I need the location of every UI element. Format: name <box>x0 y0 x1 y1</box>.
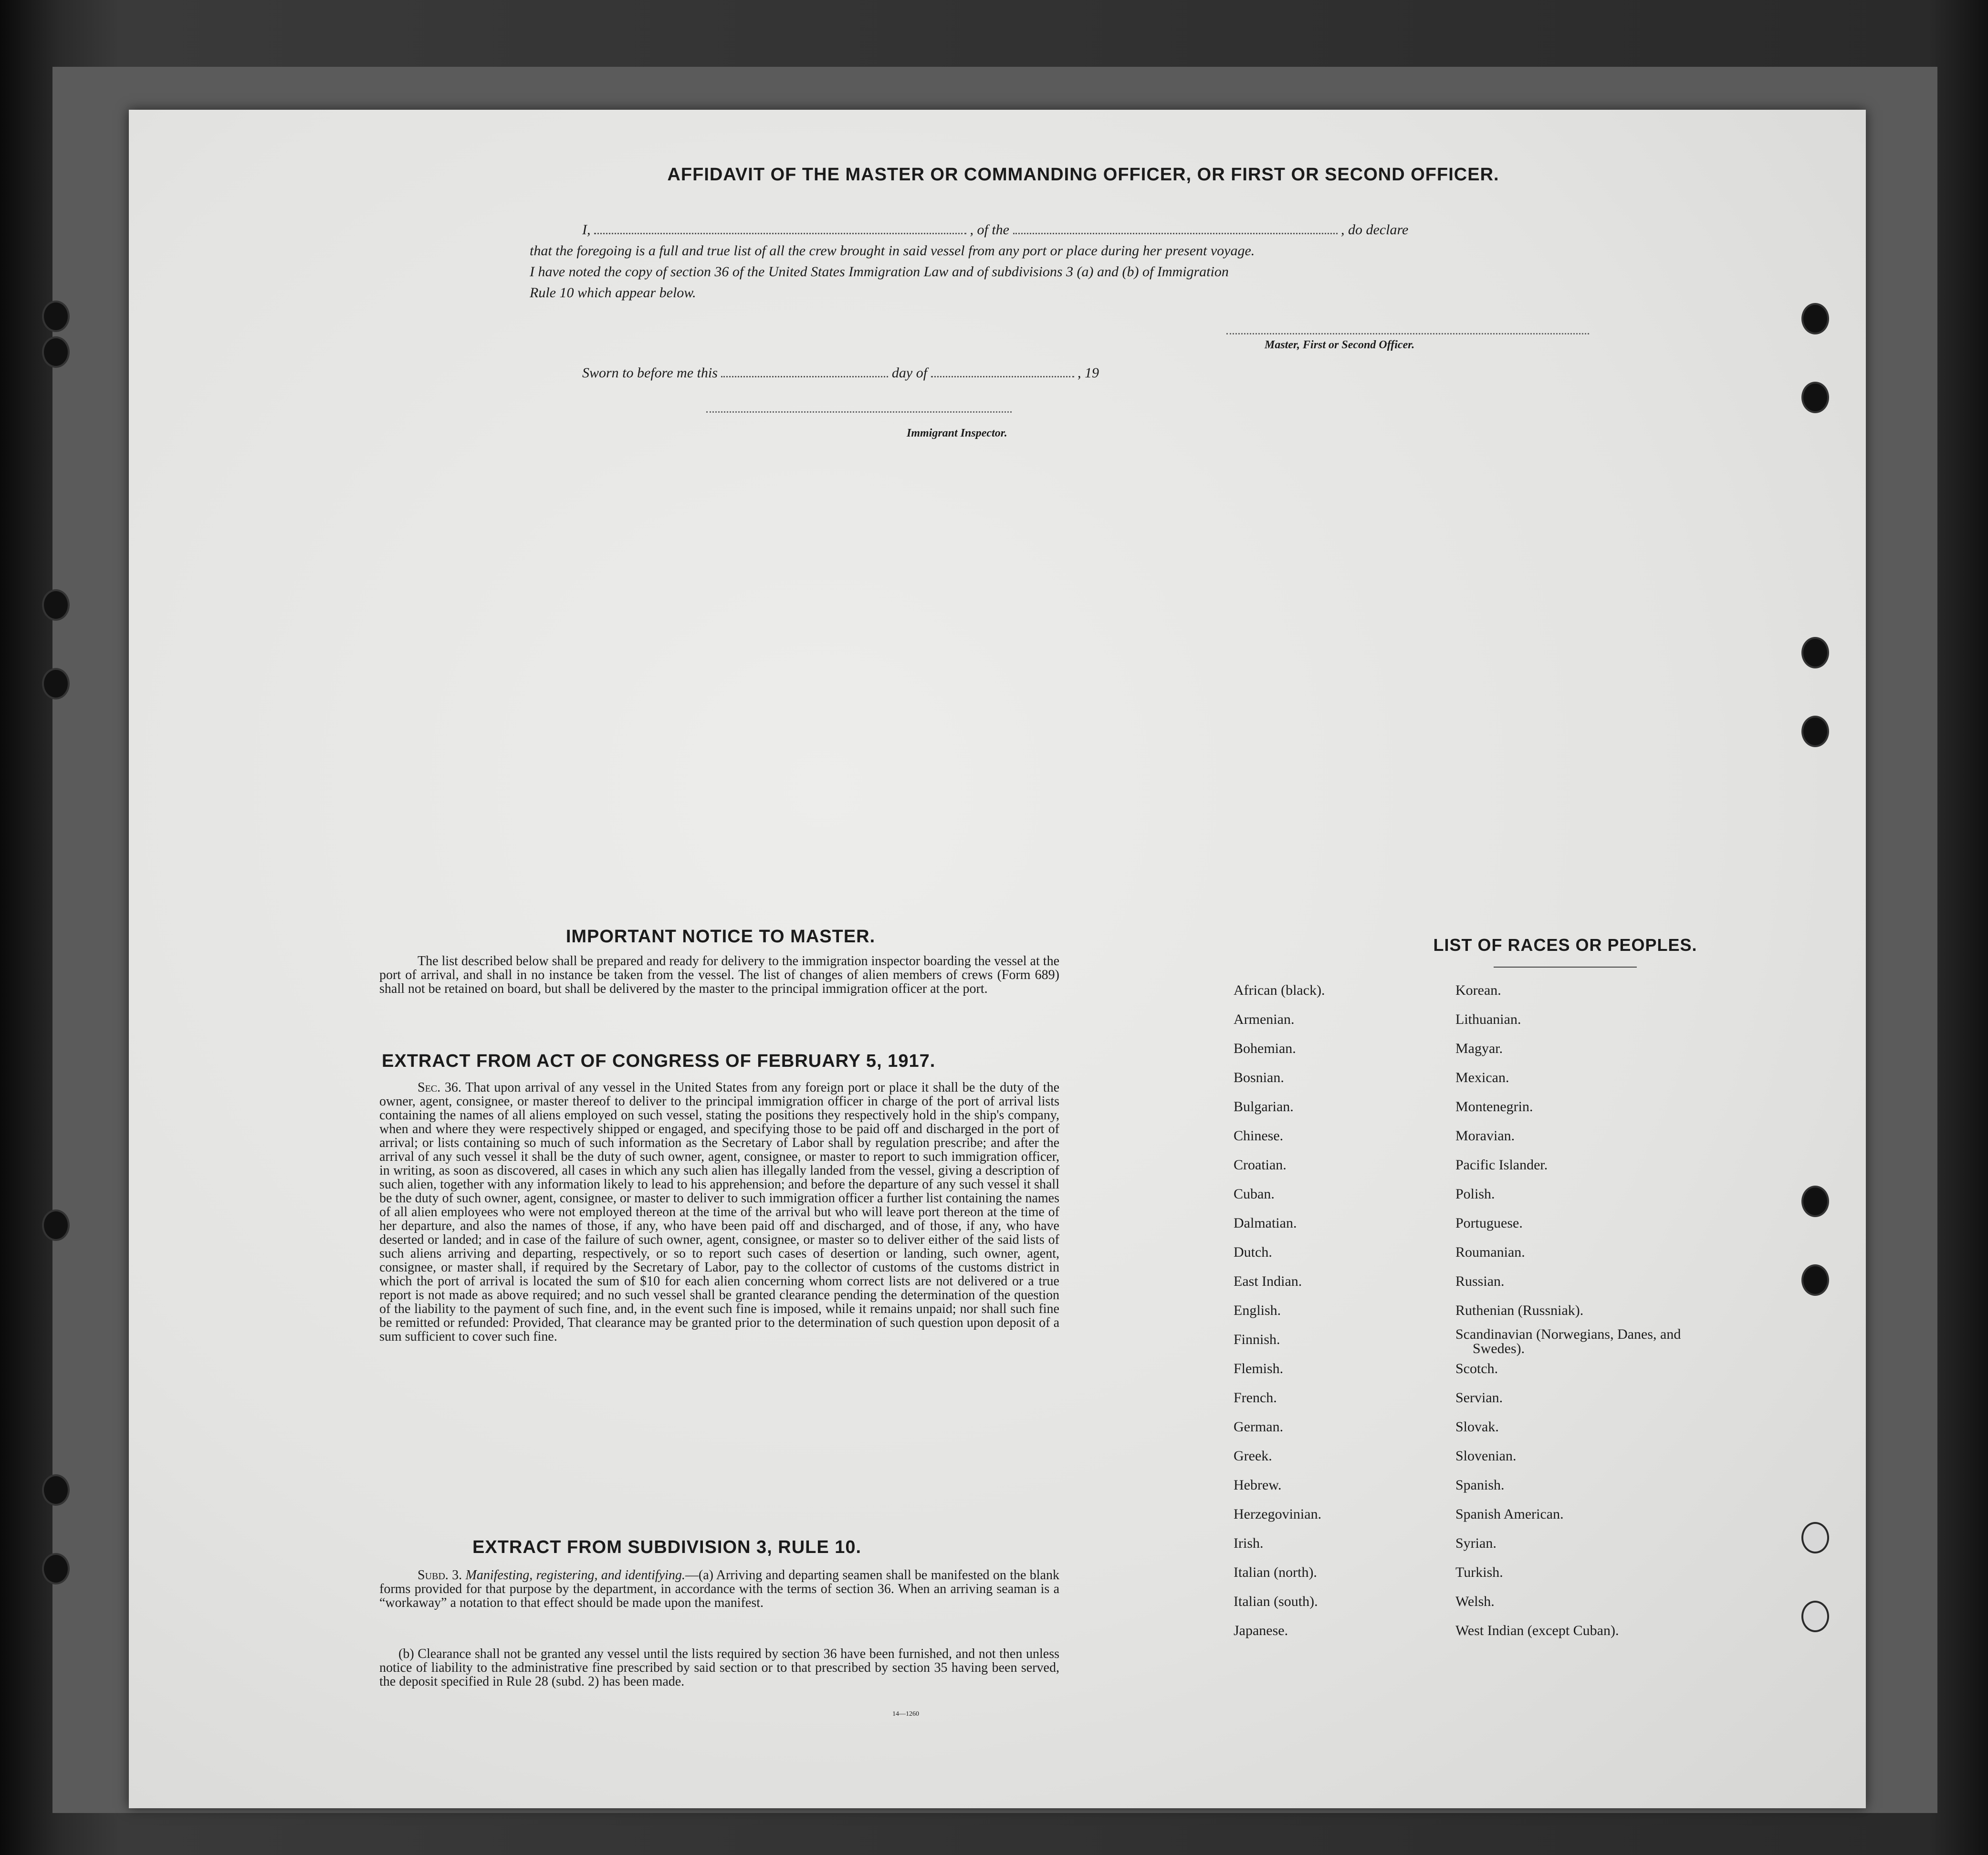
affidavit-line-3: I have noted the copy of section 36 of the United States Immigration Law and of subdivisions 3 (a) and (b) of Immigration <box>530 264 1229 280</box>
inspector-signature-line[interactable] <box>706 410 1012 413</box>
binder-hole-icon <box>42 336 70 368</box>
binder-hole-icon <box>42 668 70 699</box>
race-item: Lithuanian. <box>1455 1011 1521 1027</box>
race-item: Bosnian. <box>1234 1070 1284 1085</box>
subd-3-body: —(a) Arriving and departing seamen shall be manifested on the blank forms provided for that purpose by the department, in accordance with the terms of section 36. When an arriving seaman is a “workaway” a notation to that effect should be made upon the manifest. <box>379 1568 1059 1610</box>
race-item: Slovak. <box>1455 1419 1499 1435</box>
race-item: Greek. <box>1234 1448 1272 1464</box>
race-item: Portuguese. <box>1455 1215 1523 1231</box>
race-item: Montenegrin. <box>1455 1099 1533 1115</box>
punch-hole-icon <box>1801 716 1829 747</box>
race-item: Armenian. <box>1234 1011 1295 1027</box>
binder-hole-icon <box>42 301 70 332</box>
notice-text: The list described below shall be prepared and ready for delivery to the immigration inspector boarding the vessel at the port of arrival, and shall in no instance be taken from the vessel. The list of changes of alien members of crews (Form 689) shall not be retained on board, but shall be delivered by the master to the principal immigration officer at the port. <box>379 954 1059 996</box>
sworn-line <box>582 363 1099 384</box>
form-page <box>129 110 1866 1808</box>
subd-3-heading: Manifesting, registering, and identifying. <box>465 1568 685 1583</box>
sworn-text: Sworn to before me this <box>582 365 718 381</box>
race-item: Japanese. <box>1234 1623 1288 1638</box>
race-item: African (black). <box>1234 982 1325 998</box>
race-item: Spanish. <box>1455 1477 1505 1493</box>
race-item: Italian (south). <box>1234 1594 1318 1609</box>
binder-hole-icon <box>42 1474 70 1506</box>
race-item: Flemish. <box>1234 1361 1284 1376</box>
race-item: Italian (north). <box>1234 1564 1317 1580</box>
races-title: LIST OF RACES OR PEOPLES. <box>1433 935 1697 955</box>
race-item: Scandinavian (Norwegians, Danes, and Swedes). <box>1455 1326 1681 1356</box>
race-item: Chinese. <box>1234 1128 1284 1144</box>
affidavit-line-4: Rule 10 which appear below. <box>530 285 696 301</box>
punch-hole-icon <box>1801 637 1829 668</box>
race-item: Dutch. <box>1234 1244 1272 1260</box>
master-signature-label: Master, First or Second Officer. <box>1265 339 1415 351</box>
race-item: Magyar. <box>1455 1041 1503 1056</box>
binder-hole-icon <box>42 1209 70 1241</box>
race-item: Korean. <box>1455 982 1501 998</box>
race-item: Servian. <box>1455 1390 1503 1406</box>
extract-rule-title: EXTRACT FROM SUBDIVISION 3, RULE 10. <box>472 1537 862 1557</box>
race-item: Cuban. <box>1234 1186 1275 1202</box>
race-item: Moravian. <box>1455 1128 1515 1144</box>
affidavit-title: AFFIDAVIT OF THE MASTER OR COMMANDING OFFICER, OR FIRST OR SECOND OFFICER. <box>667 165 1499 185</box>
extract-rule-text-b: (b) Clearance shall not be granted any vessel until the lists required by section 36 have been furnished, and not then unless notice of liability to the administrative fine prescribed by said section or to that prescribed by section 35 having been served, the deposit specified in Rule 28 (subd. 2) has been made. <box>379 1647 1059 1689</box>
race-item: Slovenian. <box>1455 1448 1517 1464</box>
race-item: Croatian. <box>1234 1157 1287 1173</box>
vessel-field[interactable] <box>1013 221 1338 234</box>
race-item: Syrian. <box>1455 1535 1496 1551</box>
affidavit-declare: , do declare <box>1341 222 1409 238</box>
name-field[interactable] <box>594 221 966 234</box>
race-item: Scotch. <box>1455 1361 1498 1376</box>
race-item: French. <box>1234 1390 1277 1406</box>
race-item: Dalmatian. <box>1234 1215 1297 1231</box>
affidavit-of-the: , of the <box>970 222 1009 238</box>
form-number: 14—1260 <box>892 1710 919 1718</box>
race-item: Spanish American. <box>1455 1506 1564 1522</box>
sec-36-body: That upon arrival of any vessel in the United States from any foreign port or place it shall be the duty of the owner, agent, consignee, or master thereof to deliver to the principal immigration officer in charge of the port of arrival lists containing the names of all aliens employed on such vessel, stating the positions they respectively hold in the ship's company, when and where they were respectively shipped or engaged, and specifying those to be paid off and discharged in the port of arrival; or lists containing so much of such information as the Secretary of Labor shall by regulation prescribe; and after the arrival of any such vessel it shall be the duty of such owner, agent, consignee, or master to report to such immigration officer, in writing, as soon as discovered, all cases in which any such alien has illegally landed from the vessel, giving a description of such alien, together with any information likely to lead to his apprehension; and before the departure of any such vessel it shall be the duty of such owner, agent, consignee, or master to deliver to such immigration officer a further list containing the names of all alien employees who were not employed thereon at the time of the arrival but who will leave port thereon at the time of her departure, and also the names of those, if any, who have been paid off and discharged, and of those, if any, who have deserted or landed; and in case of the failure of such owner, agent, consignee, or master so to deliver either of the said lists of such aliens arriving and departing, respectively, or so to report such cases of desertion or landing, such owner, agent, consignee, or master shall, if required by the Secretary of Labor, pay to the collector of customs of the customs district in which the port of arrival is located the sum of $10 for each alien concerning whom correct lists are not delivered or a true report is not made as above required; and no such vessel shall be granted clearance pending the determination of the question of the liability to the payment of such fine, and, in the event such fine is imposed, while it remains unpaid; nor shall such fine be remitted or refunded: Provided, That clearance may be granted prior to the determination of such question upon deposit of a sum sufficient to cover such fine. <box>379 1080 1059 1344</box>
affidavit-line-2: that the foregoing is a full and true list of all the crew brought in said vessel from any port or place during her present voyage. <box>530 243 1255 259</box>
race-item: Finnish. <box>1234 1332 1280 1347</box>
race-item: Roumanian. <box>1455 1244 1525 1260</box>
punch-hole-icon <box>1801 382 1829 413</box>
binder-hole-icon <box>42 589 70 621</box>
race-item: East Indian. <box>1234 1273 1302 1289</box>
race-item: German. <box>1234 1419 1284 1435</box>
race-item: Pacific Islander. <box>1455 1157 1548 1173</box>
sec-36-label: Sec. 36. <box>418 1080 461 1095</box>
race-item: Ruthenian (Russniak). <box>1455 1303 1584 1318</box>
extract-rule-text-a <box>379 1568 1059 1610</box>
race-item: English. <box>1234 1303 1281 1318</box>
race-item: Polish. <box>1455 1186 1495 1202</box>
sworn-month-field[interactable] <box>931 365 1074 377</box>
race-item: West Indian (except Cuban). <box>1455 1623 1619 1638</box>
race-item: Turkish. <box>1455 1564 1503 1580</box>
sworn-day-field[interactable] <box>721 365 888 377</box>
punch-hole-icon <box>1801 303 1829 334</box>
race-item: Irish. <box>1234 1535 1264 1551</box>
sworn-year: , 19 <box>1078 365 1099 381</box>
inspector-signature-label: Immigrant Inspector. <box>907 427 1007 439</box>
affidavit-i: I, <box>582 222 591 238</box>
race-item: Herzegovinian. <box>1234 1506 1322 1522</box>
race-item: Welsh. <box>1455 1594 1495 1609</box>
subd-3-label: Subd. 3. <box>418 1568 462 1583</box>
race-item: Russian. <box>1455 1273 1505 1289</box>
races-title-rule <box>1494 967 1637 968</box>
race-item: Hebrew. <box>1234 1477 1282 1493</box>
punch-hole-icon <box>1801 1264 1829 1296</box>
race-item: Bohemian. <box>1234 1041 1296 1056</box>
extract-act-title: EXTRACT FROM ACT OF CONGRESS OF FEBRUARY 5, 1917. <box>382 1051 936 1071</box>
sworn-day-of: day of <box>891 365 928 381</box>
master-signature-line[interactable] <box>1226 332 1589 334</box>
binder-hole-icon <box>42 1553 70 1584</box>
race-item: Bulgarian. <box>1234 1099 1294 1115</box>
affidavit-line-declare <box>582 219 1408 240</box>
punch-hole-icon <box>1801 1186 1829 1217</box>
race-item: Mexican. <box>1455 1070 1509 1085</box>
punch-hole-icon <box>1801 1601 1829 1632</box>
punch-hole-icon <box>1801 1522 1829 1553</box>
notice-title: IMPORTANT NOTICE TO MASTER. <box>565 927 876 947</box>
extract-act-text <box>379 1081 1059 1344</box>
